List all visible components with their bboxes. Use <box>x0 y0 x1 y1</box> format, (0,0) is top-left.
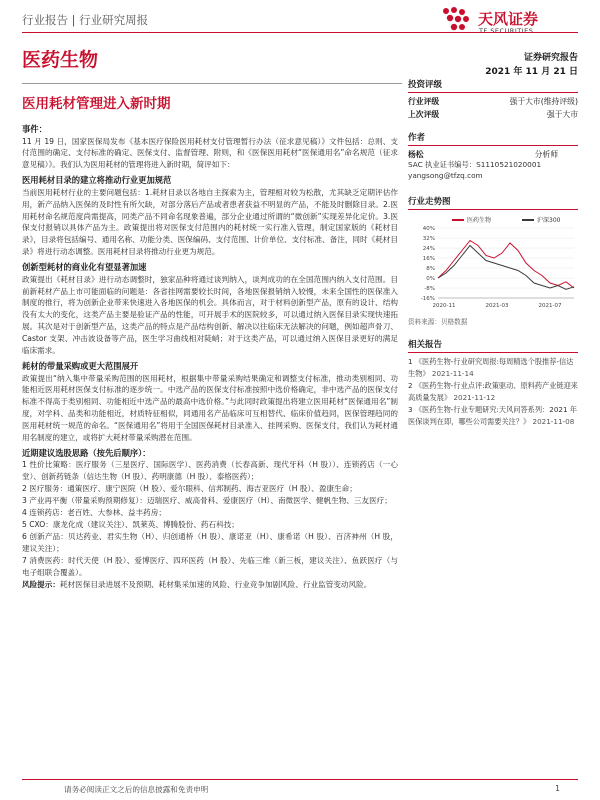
x-tick-label: 2021-07 <box>538 303 562 309</box>
report-title: 医用耗材管理进入新时期 <box>22 96 171 112</box>
related-date: 2021-11-08 <box>532 417 575 426</box>
x-tick-label: 2020-11 <box>432 303 456 309</box>
related-item[interactable] <box>408 356 578 380</box>
related-date: 2021-11-12 <box>453 393 496 402</box>
section-text: 政策提出《耗材目录》进行动态调整时，独家品种将通过谈判纳入，谈判成功的在全国范围内纳入支付范围。目前新耗材产品上市可能面临的问题是：各省挂网需要较长时间，各地医保报销纳入较慢，未来全国性的医保准入制度的推行，将为创新企业带来快速进入各地医保的机会。具体而言，对于材料创新型产品，原有的设计、结构没有太大的变化，这类产品主要是验证产品的性能，可开展手术的医院较多，可以通过纳入医保目录实现快速拓展。其次是对于创新型产品，这类产品的特点是产品结构创新、解决以往临床无法解决的问题，例如超声骨刀、Castor 支架、冲击波设备等产品，医生学习曲线相对陡峭；对于这类产品，可以通过纳入医保目录更好的满足临床需求。 <box>22 274 398 356</box>
header-divider <box>22 32 578 33</box>
logo-mark-icon <box>440 6 474 34</box>
picks-heading: 近期建议选股思路（按先后顺序）： <box>22 447 151 458</box>
logo-subtext: TF SECURITIES <box>479 27 534 35</box>
prev-rating-label: 上次评级 <box>408 109 440 119</box>
related-item[interactable] <box>408 404 578 428</box>
rating-label: 行业评级 <box>408 97 440 106</box>
prev-rating-value: 强于大市 <box>546 109 578 119</box>
rating-row <box>408 96 578 109</box>
risk-text: 耗材医保目录进展不及预期、耗材集采加速的风险、行业竞争加剧风险、行业监管变动风险。 <box>59 579 372 589</box>
trend-heading: 行业走势图 <box>408 195 578 210</box>
sector-title: 医药生物 <box>22 49 99 71</box>
section-heading: 耗材的带量采购或更大范围展开 <box>22 361 139 371</box>
y-tick-label: -8% <box>424 286 435 292</box>
pick-item: 6 创新产品：贝达药业、君实生物（H）、归创通桥（H 股）、康诺亚（H）、康希诺（H 股）、百济神州（H 股，建议关注）； <box>22 531 398 553</box>
risk-note <box>22 579 398 591</box>
report-date: 2021 年 11 月 21 日 <box>485 67 578 77</box>
related-title: 1 《医药生物-行业研究周报:每周精选个股推荐-信达生物》 <box>408 357 574 378</box>
event-text: 11 月 19 日，国家医保局发布《基本医疗保险医用耗材支付管理暂行办法（征求意见稿）》文件包括：总则、支付范围的确定、支付标准的确定、医保支付、监督管理、附则，和《医保医用耗材“医保通用名”命名规范（征求意见稿）》。我们认为医用耗材的管理将进入新时期，简评如下： <box>22 136 398 170</box>
related-item[interactable] <box>408 380 578 404</box>
rating-heading: 投资评级 <box>408 78 578 93</box>
event-heading: 事件： <box>22 124 47 134</box>
author-email[interactable]: yangsong@tfzq.com <box>408 170 483 180</box>
prev-rating-row <box>408 109 578 122</box>
pick-item: 5 CXO：康龙化成（建议关注）、凯莱英、博腾股份、药石科技； <box>22 519 239 529</box>
rating-value: 强于大市(维持评级) <box>509 97 578 106</box>
pick-item: 3 产业再平衡（带量采购预期修复）：迈瑞医疗、威高骨科、爱康医疗（H）、南微医学、健帆生物、三友医疗； <box>22 496 392 506</box>
chart-source: 资料来源：贝格数据 <box>408 318 468 326</box>
pick-item: 1 性价比策略：医疗服务（三星医疗、国际医学）、医药消费（长春高新、现代牙科（H 股））、连锁药店（一心堂）、创新药链条（信达生物（H 股）、药明康德（H 股）、泰格医药）； <box>22 460 398 482</box>
related-date: 2021-11-14 <box>431 369 474 378</box>
related-title: 3 《医药生物-行业专题研究:天风问答系列：2021 年医保谈判在即，哪些公司需要关注？》 <box>408 405 578 426</box>
author-row <box>408 149 578 160</box>
author-heading: 作者 <box>408 131 578 146</box>
y-tick-label: 40% <box>422 226 435 232</box>
y-tick-label: 16% <box>422 256 435 262</box>
report-category: 行业报告 | 行业研究周报 <box>22 13 149 27</box>
section-text: 当前医用耗材行业的主要问题包括：1.耗材目录以各地自主探索为主，管理相对较为松散，尤其缺乏定期评估作用，新产品纳入医保的及时性有所欠缺，对部分落后产品或者患者获益不明显的产品，不能及时删除目录。2.医用耗材命名规范度尚需提高，同类产品不同命名现象普遍，部分企业通过所谓的“微创新”实现差异化定价。3.医保支付报销以具体产品为主。政策提出将对医保支付范围内的耗材统一实行准入管理，制定国家版的《耗材目录》，目录将包括编号、通用名称、功能分类、医保编码、支付范围、计价单位、支付标准、备注，同时《耗材目录》将进行动态调整。医用耗材目录将推动行业更为规范。 <box>22 187 398 257</box>
footer-divider <box>22 779 578 780</box>
author-name: 杨松 <box>408 150 424 159</box>
section-heading: 创新型耗材的商业化有望显著加速 <box>22 262 147 273</box>
logo-text: 天风证券 <box>478 10 539 28</box>
y-tick-label: -16% <box>420 296 435 302</box>
y-tick-label: 8% <box>426 266 435 272</box>
legend-label: 沪深300 <box>537 217 561 224</box>
author-cert: SAC 执业证书编号：S1110521020001 <box>408 160 542 169</box>
page-number: 1 <box>555 784 560 793</box>
section-text: 政策提出“纳入集中带量采购范围的医用耗材，根据集中带量采购结果确定和调整支付标准，推动类别相同、功能相近医用耗材医保支付标准的逐步统一。中选产品的医保支付标准按照中选价格确定，非中选产品的医保支付标准不得高于类别相同、功能相近中选产品的最高中选价格。”与此同时政策提出将建立医用耗材“医保通用名”制度，对学科、品类和功能相近，材质特征相似，同通用名产品临床可互相替代、临床价值趋同，医保管理趋同的医用耗材统一规范的命名。“医保通用名”将用于全国医保耗材目录准入、挂网采购、医保支付，我们认为耗材通用名制度的建立，或将扩大耗材带量采购潜在范围。 <box>22 373 398 443</box>
risk-heading: 风险提示： <box>22 579 60 589</box>
series-line-1 <box>438 246 574 290</box>
author-role: 分析师 <box>534 150 558 159</box>
y-tick-label: 32% <box>422 236 435 242</box>
series-line-0 <box>438 241 574 289</box>
related-heading: 相关报告 <box>408 338 578 353</box>
related-title: 2 《医药生物-行业点评:政策驱动、原料药产业链迎来高质量发展》 <box>408 381 579 402</box>
section-heading: 医用耗材目录的建立将推动行业更加规范 <box>22 175 172 186</box>
x-tick-label: 2021-03 <box>485 303 509 309</box>
trend-chart-svg <box>408 214 578 314</box>
title-divider <box>22 83 402 84</box>
y-tick-label: 0% <box>426 276 435 282</box>
pick-item: 7 消费医药：时代天使（H 股）、爱博医疗、四环医药（H 股）、先临三维（新三板，建议关注）、鱼跃医疗（与电子组联合覆盖）。 <box>22 555 398 577</box>
sidebar <box>408 78 578 428</box>
report-type: 证券研究报告 <box>523 53 578 63</box>
logo <box>440 6 580 38</box>
main-content <box>22 123 398 590</box>
trend-chart <box>408 214 578 314</box>
pick-item: 4 连锁药店：老百姓、大参林、益丰药房； <box>22 508 166 518</box>
legend-label: 医药生物 <box>467 217 492 224</box>
pick-item: 2 医疗服务：通策医疗、康宁医院（H 股）、爱尔眼科、信邦制药、海吉亚医疗（H 股）、盈康生命； <box>22 484 357 494</box>
footer-disclaimer: 请务必阅读正文之后的信息披露和免责申明 <box>64 785 209 794</box>
y-tick-label: 24% <box>422 246 435 252</box>
